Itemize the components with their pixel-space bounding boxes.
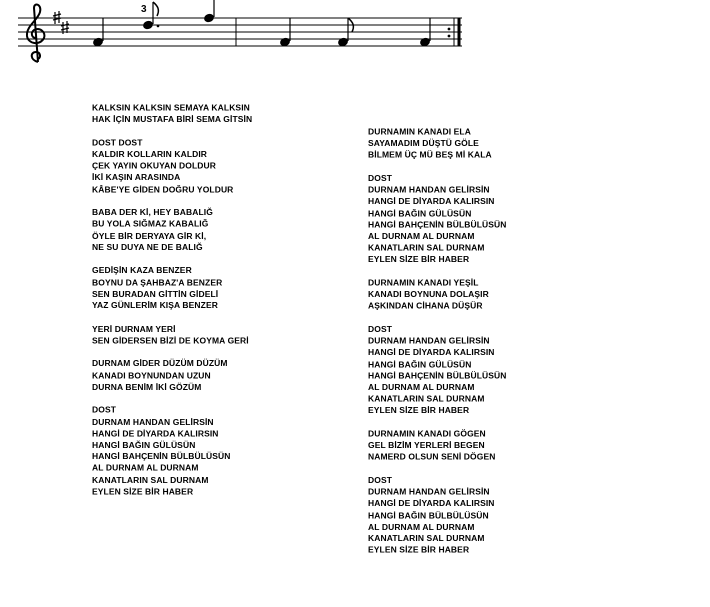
lyric-line: HANGİ BAHÇENİN BÜLBÜLÜSÜN	[92, 451, 231, 462]
lyric-line: DOST DOST	[92, 137, 143, 148]
lyric-line: SEN GİDERSEN BİZİ DE KOYMA GERİ	[92, 335, 249, 346]
treble-clef-icon	[27, 5, 44, 62]
lyric-line: NAMERD OLSUN SENİ DÖGEN	[368, 452, 496, 462]
note-5	[337, 18, 353, 47]
lyric-line: DURNA BENİM İKİ GÖZÜM	[92, 382, 202, 392]
lyric-line: HANGİ BAĞIN GÜLÜSÜN	[92, 440, 196, 450]
lyric-line: HANGİ DE DİYARDA KALIRSIN	[92, 428, 219, 439]
lyric-line: DURNAM HANDAN GELİRSİN	[92, 417, 214, 427]
lyric-line: KANATLARIN SAL DURNAM	[368, 243, 485, 253]
lyric-line: EYLEN SİZE BİR HABER	[92, 486, 194, 497]
note-1	[92, 18, 104, 47]
lyric-line: HANGİ BAĞIN BÜLBÜLÜSÜN	[368, 510, 489, 520]
lyrics-left-column	[92, 102, 252, 509]
lyric-line: BABA DER Kİ, HEY BABALIĞ	[92, 207, 213, 218]
triplet-mark: 3	[141, 4, 147, 15]
lyric-line: EYLEN SİZE BİR HABER	[368, 405, 470, 416]
lyric-line: DURNAM HANDAN GELİRSİN	[368, 185, 490, 195]
lyric-line: DURNAMIN KANADI YEŞİL	[368, 278, 479, 288]
lyrics-right-column	[368, 126, 507, 568]
stanza	[92, 323, 252, 346]
stanza	[92, 137, 252, 195]
lyric-line: AL DURNAM AL DURNAM	[92, 463, 199, 473]
key-signature-sharps-icon	[53, 11, 69, 34]
lyric-line: DOST	[368, 475, 393, 486]
lyric-line: KANATLARIN SAL DURNAM	[368, 533, 485, 544]
note-4	[279, 18, 291, 47]
lyric-line: DOST	[92, 405, 117, 415]
lyric-line: HANGİ DE DİYARDA KALIRSIN	[368, 498, 495, 509]
lyric-line: YERİ DURNAM YERİ	[92, 323, 176, 334]
lyric-line: KALDIR KOLLARIN KALDIR	[92, 149, 208, 159]
lyric-line: KALKSIN KALKSIN SEMAYA KALKSIN	[92, 102, 250, 113]
stanza	[92, 358, 252, 393]
lyric-line: EYLEN SİZE BİR HABER	[368, 545, 470, 555]
lyric-line: HANGİ BAĞIN GÜLÜSÜN	[368, 359, 472, 369]
lyric-line: NE SU DUYA NE DE BALIĞ	[92, 242, 203, 252]
lyric-line: HAK İÇİN MUSTAFA BİRİ SEMA GİTSİN	[92, 114, 253, 125]
lyric-line: HANGİ BAHÇENİN BÜLBÜLÜSÜN	[368, 219, 507, 230]
lyric-line: HANGİ BAHÇENİN BÜLBÜLÜSÜN	[368, 370, 507, 381]
lyric-line: GEDİŞİN KAZA BENZER	[92, 265, 192, 276]
stanza	[368, 277, 507, 312]
lyric-line: BOYNU DA ŞAHBAZ'A BENZER	[92, 277, 223, 287]
lyric-line: AL DURNAM AL DURNAM	[368, 231, 475, 241]
lyric-line: DURNAM GİDER DÜZÜM DÜZÜM	[92, 358, 228, 369]
stanza	[368, 324, 507, 417]
stanza	[368, 126, 507, 161]
stanza	[368, 173, 507, 266]
lyric-line: DURNAM HANDAN GELİRSİN	[368, 487, 490, 497]
lyric-line: KANADI BOYNUNDAN UZUN	[92, 370, 211, 380]
lyric-line: KÂBE'YE GİDEN DOĞRU YOLDUR	[92, 184, 234, 194]
lyric-line: ÖYLE BİR DERYAYA GİR Kİ,	[92, 230, 207, 241]
stanza	[368, 475, 507, 556]
lyric-line: HANGİ DE DİYARDA KALIRSIN	[368, 347, 495, 358]
lyric-line: BU YOLA SIĞMAZ KABALIĞ	[92, 219, 209, 229]
lyric-line: AL DURNAM AL DURNAM	[368, 522, 475, 532]
lyric-line: AL DURNAM AL DURNAM	[368, 382, 475, 393]
lyric-line: DURNAMIN KANADI ELA	[368, 126, 471, 137]
stanza	[92, 102, 252, 125]
lyric-line: İKİ KAŞIN ARASINDA	[92, 172, 181, 183]
lyric-line: BİLMEM ÜÇ MÜ BEŞ Mİ KALA	[368, 150, 492, 160]
lyric-line: SAYAMADIM DÜŞTÜ GÖLE	[368, 138, 479, 149]
note-6	[419, 18, 431, 47]
lyric-line: YAZ GÜNLERİM KIŞA BENZER	[92, 300, 218, 311]
stanza	[92, 207, 252, 253]
lyric-line: EYLEN SİZE BİR HABER	[368, 254, 470, 265]
lyric-line: HANGİ DE DİYARDA KALIRSIN	[368, 196, 495, 207]
lyric-line: KANATLARIN SAL DURNAM	[92, 474, 209, 485]
lyric-line: AŞKINDAN CİHANA DÜŞÜR	[368, 301, 483, 311]
note-3	[203, 0, 215, 40]
lyric-line: KANATLARIN SAL DURNAM	[368, 394, 485, 404]
lyric-line: DURNAM HANDAN GELİRSİN	[368, 336, 490, 346]
stanza	[368, 428, 507, 463]
lyric-line: KANADI BOYNUNA DOLAŞIR	[368, 289, 489, 300]
lyric-line: DURNAMIN KANADI GÖGEN	[368, 429, 486, 439]
stanza	[92, 404, 252, 497]
lyric-line: ÇEK YAYIN OKUYAN DOLDUR	[92, 161, 217, 171]
stanza	[92, 265, 252, 311]
music-staff	[0, 0, 710, 80]
lyric-line: DOST	[368, 324, 393, 335]
lyric-line: DOST	[368, 173, 393, 183]
lyric-line: HANGİ BAĞIN GÜLÜSÜN	[368, 208, 472, 218]
lyric-line: SEN BURADAN GİTTİN GİDELİ	[92, 288, 219, 299]
lyric-line: GEL BİZİM YERLERİ BEGEN	[368, 440, 485, 451]
